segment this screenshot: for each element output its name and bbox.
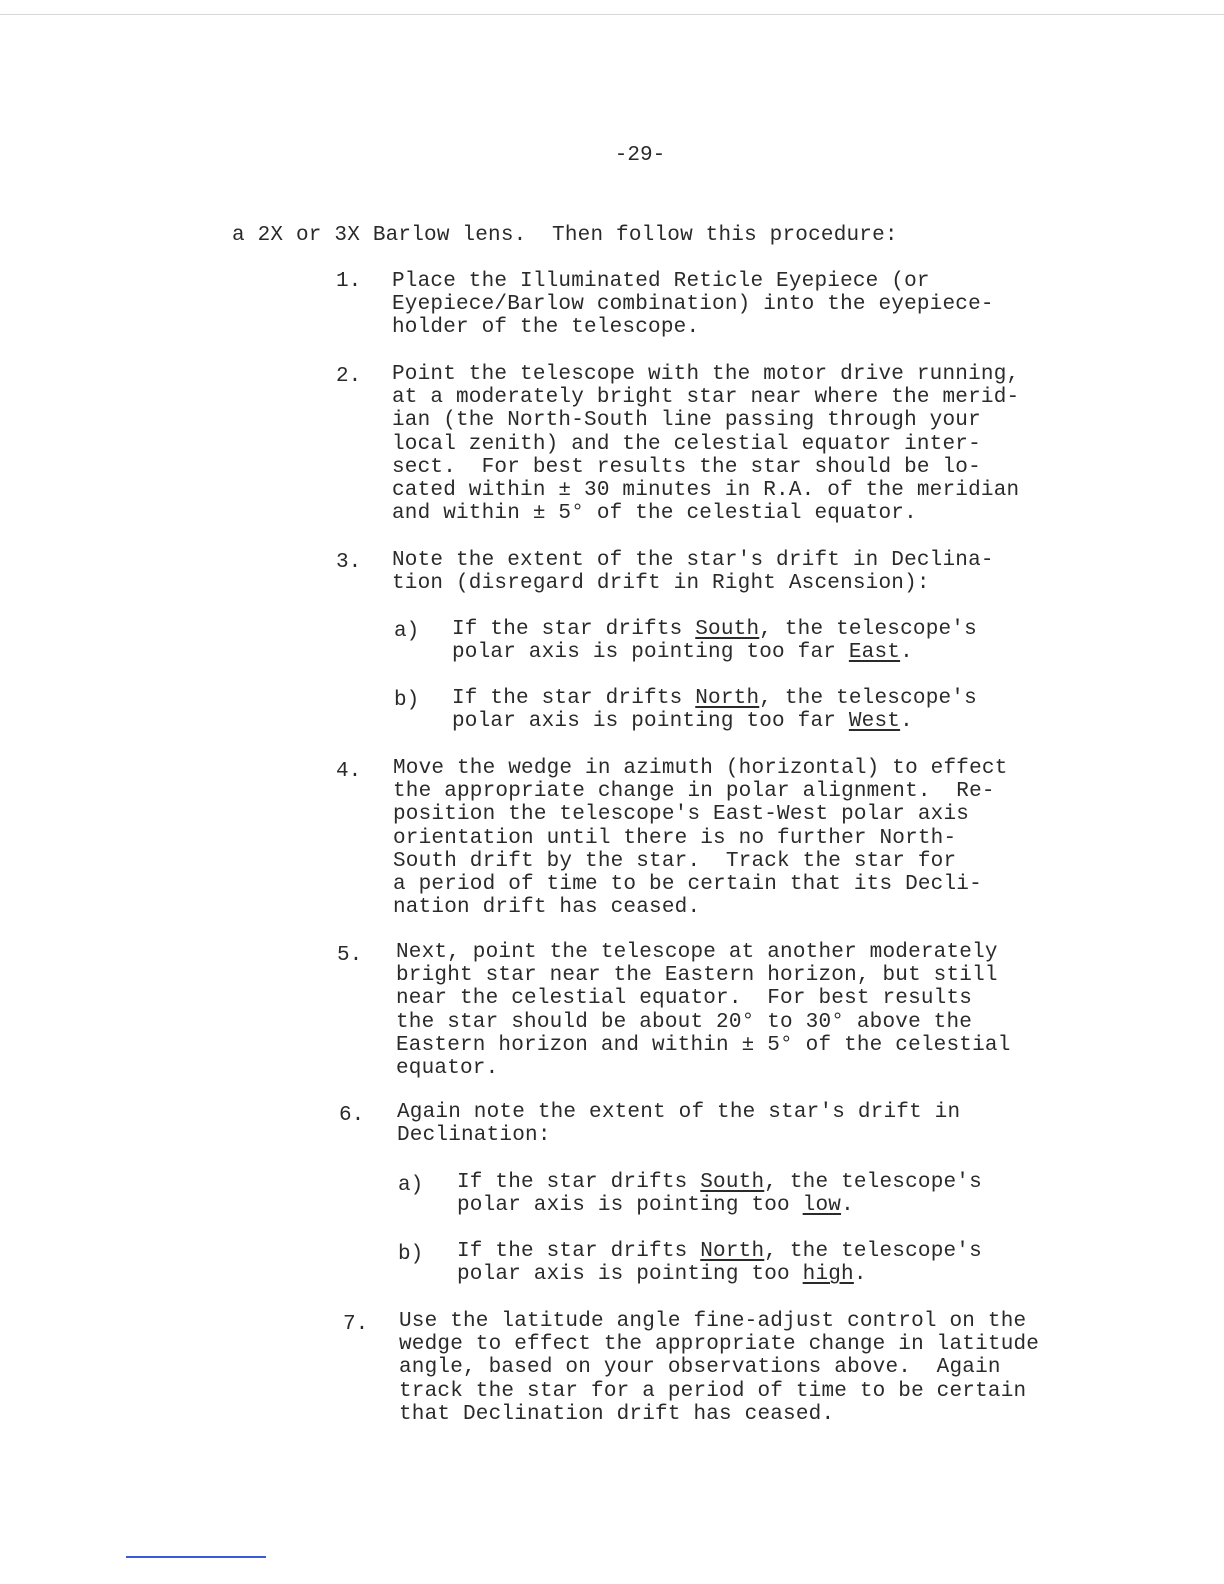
step-3b-text	[452, 687, 977, 733]
top-edge-rule	[0, 14, 1224, 15]
step-1-line: holder of the telescope.	[392, 316, 700, 340]
step-4-line: nation drift has ceased.	[393, 896, 701, 920]
step-2-line: and within ± 5° of the celestial equator.	[392, 502, 917, 526]
step-5-line: bright star near the Eastern horizon, but still	[396, 964, 998, 988]
direction-north: North	[700, 1240, 765, 1263]
step-2-line: sect. For best results the star should be lo-	[392, 455, 981, 479]
bottom-edge-mark	[126, 1556, 266, 1558]
step-5-line: equator.	[396, 1057, 499, 1081]
step-4-line: position the telescope's East-West polar axis	[393, 803, 970, 827]
step-3a-line-2: polar axis is pointing too far East.	[452, 641, 913, 665]
step-5-line: Eastern horizon and within ± 5° of the celestial	[396, 1033, 1011, 1057]
step-7-number: 7.	[343, 1313, 369, 1336]
step-5-line: the star should be about 20° to 30° above the	[396, 1010, 973, 1034]
step-7-text	[399, 1310, 1039, 1426]
step-3-text	[392, 549, 994, 595]
step-5-line: near the celestial equator. For best results	[396, 987, 973, 1011]
step-1-line: Place the Illuminated Reticle Eyepiece (or	[392, 270, 930, 293]
direction-south: South	[700, 1171, 765, 1194]
step-1-line: Eyepiece/Barlow combination) into the eyepiece-	[392, 293, 994, 317]
step-5-line: Next, point the telescope at another moderately	[396, 941, 998, 964]
step-4-line: the appropriate change in polar alignment. Re-	[393, 780, 995, 804]
step-7-line: wedge to effect the appropriate change in latitude	[399, 1333, 1040, 1357]
step-7-line: angle, based on your observations above. Again	[399, 1356, 1001, 1380]
step-5-number: 5.	[337, 944, 363, 967]
step-4-text	[393, 757, 1008, 919]
step-6a-label: a)	[398, 1174, 424, 1197]
step-6-number: 6.	[339, 1104, 365, 1127]
step-6b-line-2: polar axis is pointing too high.	[457, 1263, 867, 1287]
step-6a-line-2: polar axis is pointing too low.	[457, 1194, 854, 1218]
step-2-number: 2.	[336, 365, 362, 388]
direction-high: high	[802, 1263, 854, 1287]
step-6a-line-1: If the star drifts South, the telescope's	[457, 1171, 982, 1194]
direction-south: South	[695, 618, 760, 641]
step-3a-label: a)	[394, 620, 420, 643]
step-7-line: that Declination drift has ceased.	[399, 1402, 835, 1426]
direction-north: North	[695, 687, 760, 710]
step-3a-text	[452, 618, 977, 664]
step-4-line: South drift by the star. Track the star for	[393, 849, 957, 873]
step-3b-line-1: If the star drifts North, the telescope's	[452, 687, 977, 710]
step-6a-text	[457, 1171, 982, 1217]
step-3-line: tion (disregard drift in Right Ascension):	[392, 572, 930, 596]
direction-east: East	[848, 641, 901, 665]
direction-west: West	[848, 710, 901, 734]
step-3b-label: b)	[394, 689, 420, 712]
step-2-line: Point the telescope with the motor drive running,	[392, 363, 1020, 386]
intro-line: a 2X or 3X Barlow lens. Then follow this procedure:	[232, 224, 898, 247]
step-7-line: Use the latitude angle fine-adjust control on the	[399, 1310, 1027, 1333]
step-4-line: Move the wedge in azimuth (horizontal) to effect	[393, 757, 1008, 780]
step-6-line: Declination:	[397, 1124, 551, 1148]
step-2-line: cated within ± 30 minutes in R.A. of the meridian	[392, 479, 1020, 503]
direction-low: low	[802, 1194, 842, 1218]
step-2-line: local zenith) and the celestial equator inter-	[392, 432, 981, 456]
step-2-text	[392, 363, 1019, 525]
step-2-line: ian (the North-South line passing through your	[392, 409, 981, 433]
step-4-line: orientation until there is no further North-	[393, 826, 957, 850]
step-6b-line-1: If the star drifts North, the telescope's	[457, 1240, 982, 1263]
step-6b-text	[457, 1240, 982, 1286]
step-4-number: 4.	[336, 760, 362, 783]
step-3-line: Note the extent of the star's drift in Declina-	[392, 549, 994, 572]
page-number: -29-	[614, 144, 666, 167]
step-3a-line-1: If the star drifts South, the telescope's	[452, 618, 977, 641]
step-1-number: 1.	[336, 270, 362, 293]
step-5-text	[396, 941, 1011, 1080]
step-6-line: Again note the extent of the star's drift in	[397, 1101, 961, 1124]
step-3-number: 3.	[336, 551, 362, 574]
step-4-line: a period of time to be certain that its Decli-	[393, 873, 982, 897]
step-1-text	[392, 270, 994, 340]
step-3b-line-2: polar axis is pointing too far West.	[452, 710, 913, 734]
step-7-line: track the star for a period of time to be certain	[399, 1379, 1027, 1403]
step-6b-label: b)	[398, 1243, 424, 1266]
step-6-text	[397, 1101, 960, 1147]
step-2-line: at a moderately bright star near where the merid-	[392, 386, 1020, 410]
